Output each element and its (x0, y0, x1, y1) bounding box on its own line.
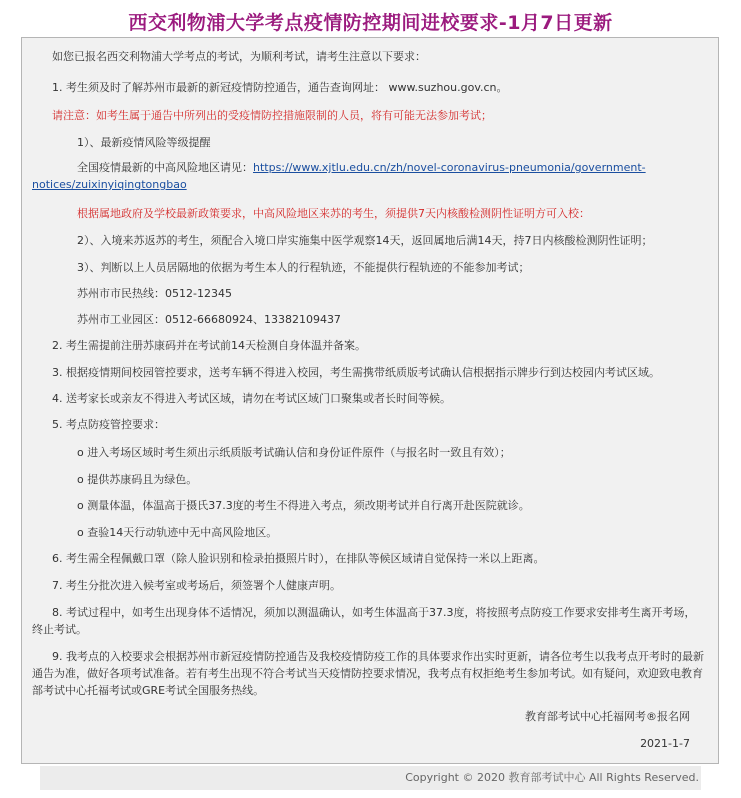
publish-date: 2021-1-7 (640, 737, 690, 750)
item-7: 7. 考生分批次进入候考室或考场后，须签署个人健康声明。 (52, 579, 341, 592)
footer-copyright: Copyright © 2020 教育部考试中心 All Rights Reserved. (40, 766, 701, 790)
item-3: 3. 根据疫情期间校园管控要求，送考车辆不得进入校园，考生需携带纸质版考试确认信根据指示牌步行到达校园内考试区域。 (52, 366, 660, 379)
industrial-park-hotline: 苏州市工业园区：0512-66680924、13382109437 (77, 313, 341, 326)
bullet-item: o 提供苏康码且为绿色。 (77, 473, 198, 486)
signature: 教育部考试中心托福网考®报名网 (525, 710, 690, 723)
bullet-item: o 进入考场区域时考生须出示纸质版考试确认信和身份证件原件（与报名时一致且有效）； (77, 446, 511, 459)
item-2: 2. 考生需提前注册苏康码并在考试前14天检测自身体温并备案。 (52, 339, 366, 352)
item-8: 8. 考试过程中，如考生出现身体不适情况，须加以测温确认，如考生体温高于37.3度，将按照考点防疫工作要求安排考生离开考场，终止考试。 (32, 606, 696, 636)
citizen-hotline: 苏州市市民热线：0512-12345 (77, 287, 232, 300)
risk-area-paragraph (32, 159, 692, 193)
item-9: 9. 我考点的入校要求会根据苏州市新冠疫情防控通告及我校疫情防疫工作的具体要求作出实时更新，请各位考生以我考点开考时的最新通告为准，做好各项考试准备。若有考生出现不符合考试当天疫情防控要求情况，我考点有权拒绝考生参加考试。如有疑问，欢迎致电教育部考试中心托福考试或GRE考试全国服务热线。 (32, 650, 704, 697)
risk-level-heading: 1）、最新疫情风险等级提醒 (77, 136, 211, 149)
risk-area-prefix: 全国疫情最新的中高风险地区请见： (77, 161, 253, 174)
intro-text: 如您已报名西交利物浦大学考点的考试，为顺利考试，请考生注意以下要求： (52, 50, 426, 63)
policy-note: 根据属地政府及学校最新政策要求，中高风险地区来苏的考生，须提供7天内核酸检测阴性证明方可入校： (77, 207, 590, 220)
sub-item-2: 2）、入境来苏返苏的考生，须配合入境口岸实施集中医学观察14天，返回属地后满14天，持7日内核酸检测阴性证明； (77, 234, 653, 247)
risk-area-link[interactable]: https://www.xjtlu.edu.cn/zh/novel-coronavirus-pneumonia/government-notices/zuixinyiqingtongbao (32, 161, 646, 191)
bullet-item: o 查验14天行动轨迹中无中高风险地区。 (77, 526, 278, 539)
notice-panel (21, 37, 719, 764)
item-1: 1. 考生须及时了解苏州市最新的新冠疫情防控通告，通告查询网址： www.suzhou.gov.cn。 (52, 81, 508, 94)
bullet-item: o 测量体温，体温高于摄氏37.3度的考生不得进入考点，须改期考试并自行离开赴医院就诊。 (77, 499, 530, 512)
attention-note: 请注意：如考生属于通告中所列出的受疫情防控措施限制的人员，将有可能无法参加考试； (52, 109, 492, 122)
item-6: 6. 考生需全程佩戴口罩（除人脸识别和检录拍摄照片时），在排队等候区域请自觉保持一米以上距离。 (52, 552, 545, 565)
item-5: 5. 考点防疫管控要求： (52, 418, 165, 431)
item-4: 4. 送考家长或亲友不得进入考试区域，请勿在考试区域门口聚集或者长时间等候。 (52, 392, 451, 405)
page-title: 西交利物浦大学考点疫情防控期间进校要求-1月7日更新 (128, 12, 613, 34)
sub-item-3: 3）、判断以上人员居隔地的依据为考生本人的行程轨迹，不能提供行程轨迹的不能参加考试； (77, 261, 530, 274)
